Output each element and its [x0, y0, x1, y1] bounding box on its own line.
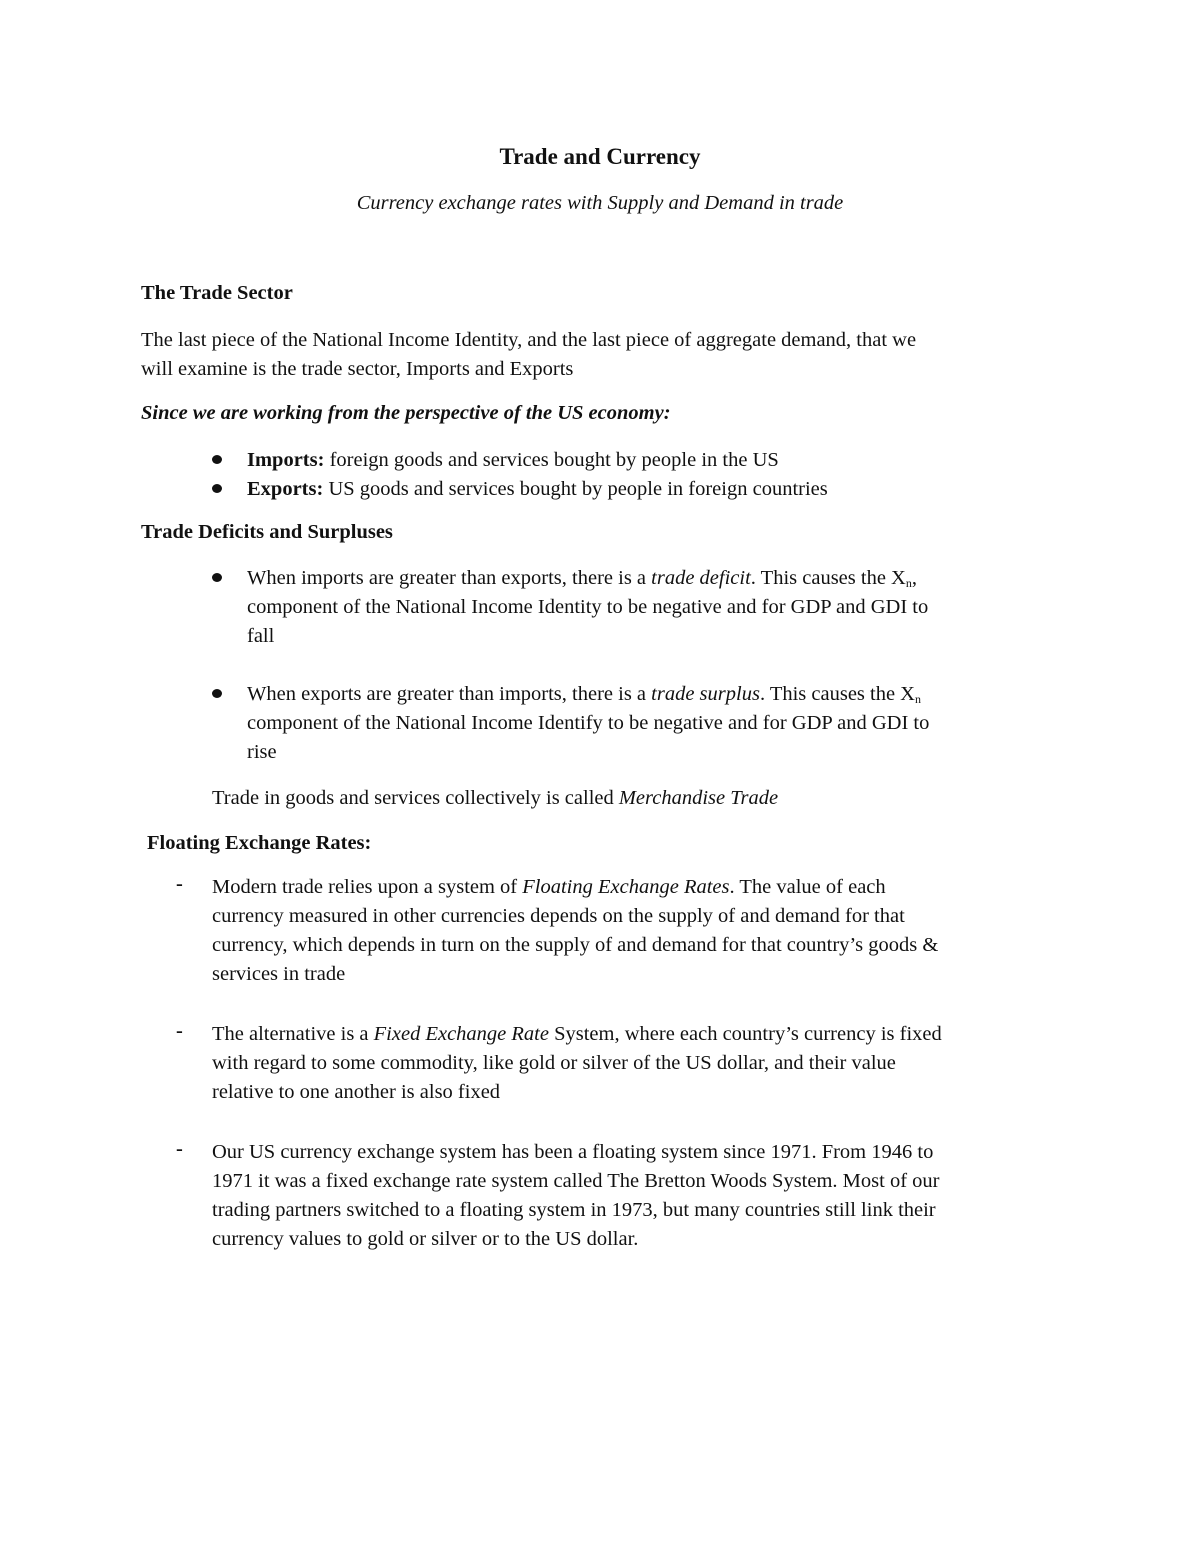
bullet-icon: [212, 573, 222, 582]
paragraph-line: Our US currency exchange system has been a floating system since 1971. From 1946 to: [212, 1141, 934, 1163]
paragraph-line: The last piece of the National Income Identity, and the last piece of aggregate demand, that we: [141, 329, 917, 351]
text-run: . The value of each: [729, 876, 886, 898]
term-fixed-exchange-rate: Fixed Exchange Rate: [373, 1023, 549, 1045]
text-run: When exports are greater than imports, there is a: [247, 683, 652, 705]
text-run: Trade in goods and services collectively is called: [212, 787, 619, 809]
page-title: Trade and Currency: [499, 144, 701, 169]
text-run: System, where each country’s currency is fixed: [548, 1023, 942, 1045]
list-term: Imports:: [247, 449, 325, 471]
paragraph-line: component of the National Income Identity to be negative and for GDP and GDI to: [247, 596, 929, 618]
paragraph-line: 1971 it was a fixed exchange rate system called The Bretton Woods System. Most of our: [212, 1170, 940, 1192]
text-run: . This causes the X: [750, 567, 906, 589]
emphasis-line: Since we are working from the perspective of the US economy:: [141, 402, 671, 424]
dash-bullet: -: [176, 1020, 183, 1042]
list-item-imports: [247, 446, 779, 475]
paragraph-line: with regard to some commodity, like gold or silver of the US dollar, and their value: [212, 1052, 896, 1074]
page-subtitle: Currency exchange rates with Supply and Demand in trade: [356, 192, 844, 214]
bullet-icon: [212, 484, 222, 493]
bullet-icon: [212, 689, 222, 698]
term-trade-deficit: trade deficit: [651, 567, 751, 589]
section-heading-floating: Floating Exchange Rates:: [147, 832, 372, 854]
section-heading-trade-sector: The Trade Sector: [141, 282, 293, 304]
list-item-exports: [247, 475, 828, 504]
paragraph-line: trading partners switched to a floating system in 1973, but many countries still link their: [212, 1199, 936, 1221]
text-run: When imports are greater than exports, there is a: [247, 567, 652, 589]
subscript: n: [905, 576, 912, 590]
list-text: US goods and services bought by people in foreign countries: [323, 478, 828, 500]
dash-bullet: -: [176, 873, 183, 895]
paragraph-line: fall: [247, 625, 275, 647]
text-run: Modern trade relies upon a system of: [212, 876, 523, 898]
list-item-fixed: [212, 1020, 942, 1049]
merchandise-trade-line: [212, 784, 778, 813]
list-term: Exports:: [247, 478, 324, 500]
text-run: The alternative is a: [212, 1023, 374, 1045]
term-floating-exchange-rates: Floating Exchange Rates: [522, 876, 730, 898]
section-heading-deficits: Trade Deficits and Surpluses: [141, 521, 393, 543]
term-trade-surplus: trade surplus: [651, 683, 760, 705]
subscript: n: [915, 692, 921, 706]
paragraph-line: services in trade: [212, 963, 346, 985]
text-run: . This causes the X: [759, 683, 915, 705]
paragraph-line: will examine is the trade sector, Imports and Exports: [141, 358, 574, 380]
paragraph-line: relative to one another is also fixed: [212, 1081, 501, 1103]
list-item-floating: [212, 873, 886, 902]
term-merchandise-trade: Merchandise Trade: [618, 787, 779, 809]
text-run: ,: [911, 567, 917, 589]
paragraph-line: component of the National Income Identify to be negative and for GDP and GDI to: [247, 712, 930, 734]
list-text: foreign goods and services bought by people in the US: [324, 449, 779, 471]
paragraph-line: currency measured in other currencies depends on the supply of and demand for that: [212, 905, 905, 927]
bullet-icon: [212, 455, 222, 464]
dash-bullet: -: [176, 1138, 183, 1160]
paragraph-line: currency, which depends in turn on the supply of and demand for that country’s goods &: [212, 934, 939, 956]
paragraph-line: rise: [247, 741, 277, 763]
paragraph-line: currency values to gold or silver or to the US dollar.: [212, 1228, 639, 1250]
